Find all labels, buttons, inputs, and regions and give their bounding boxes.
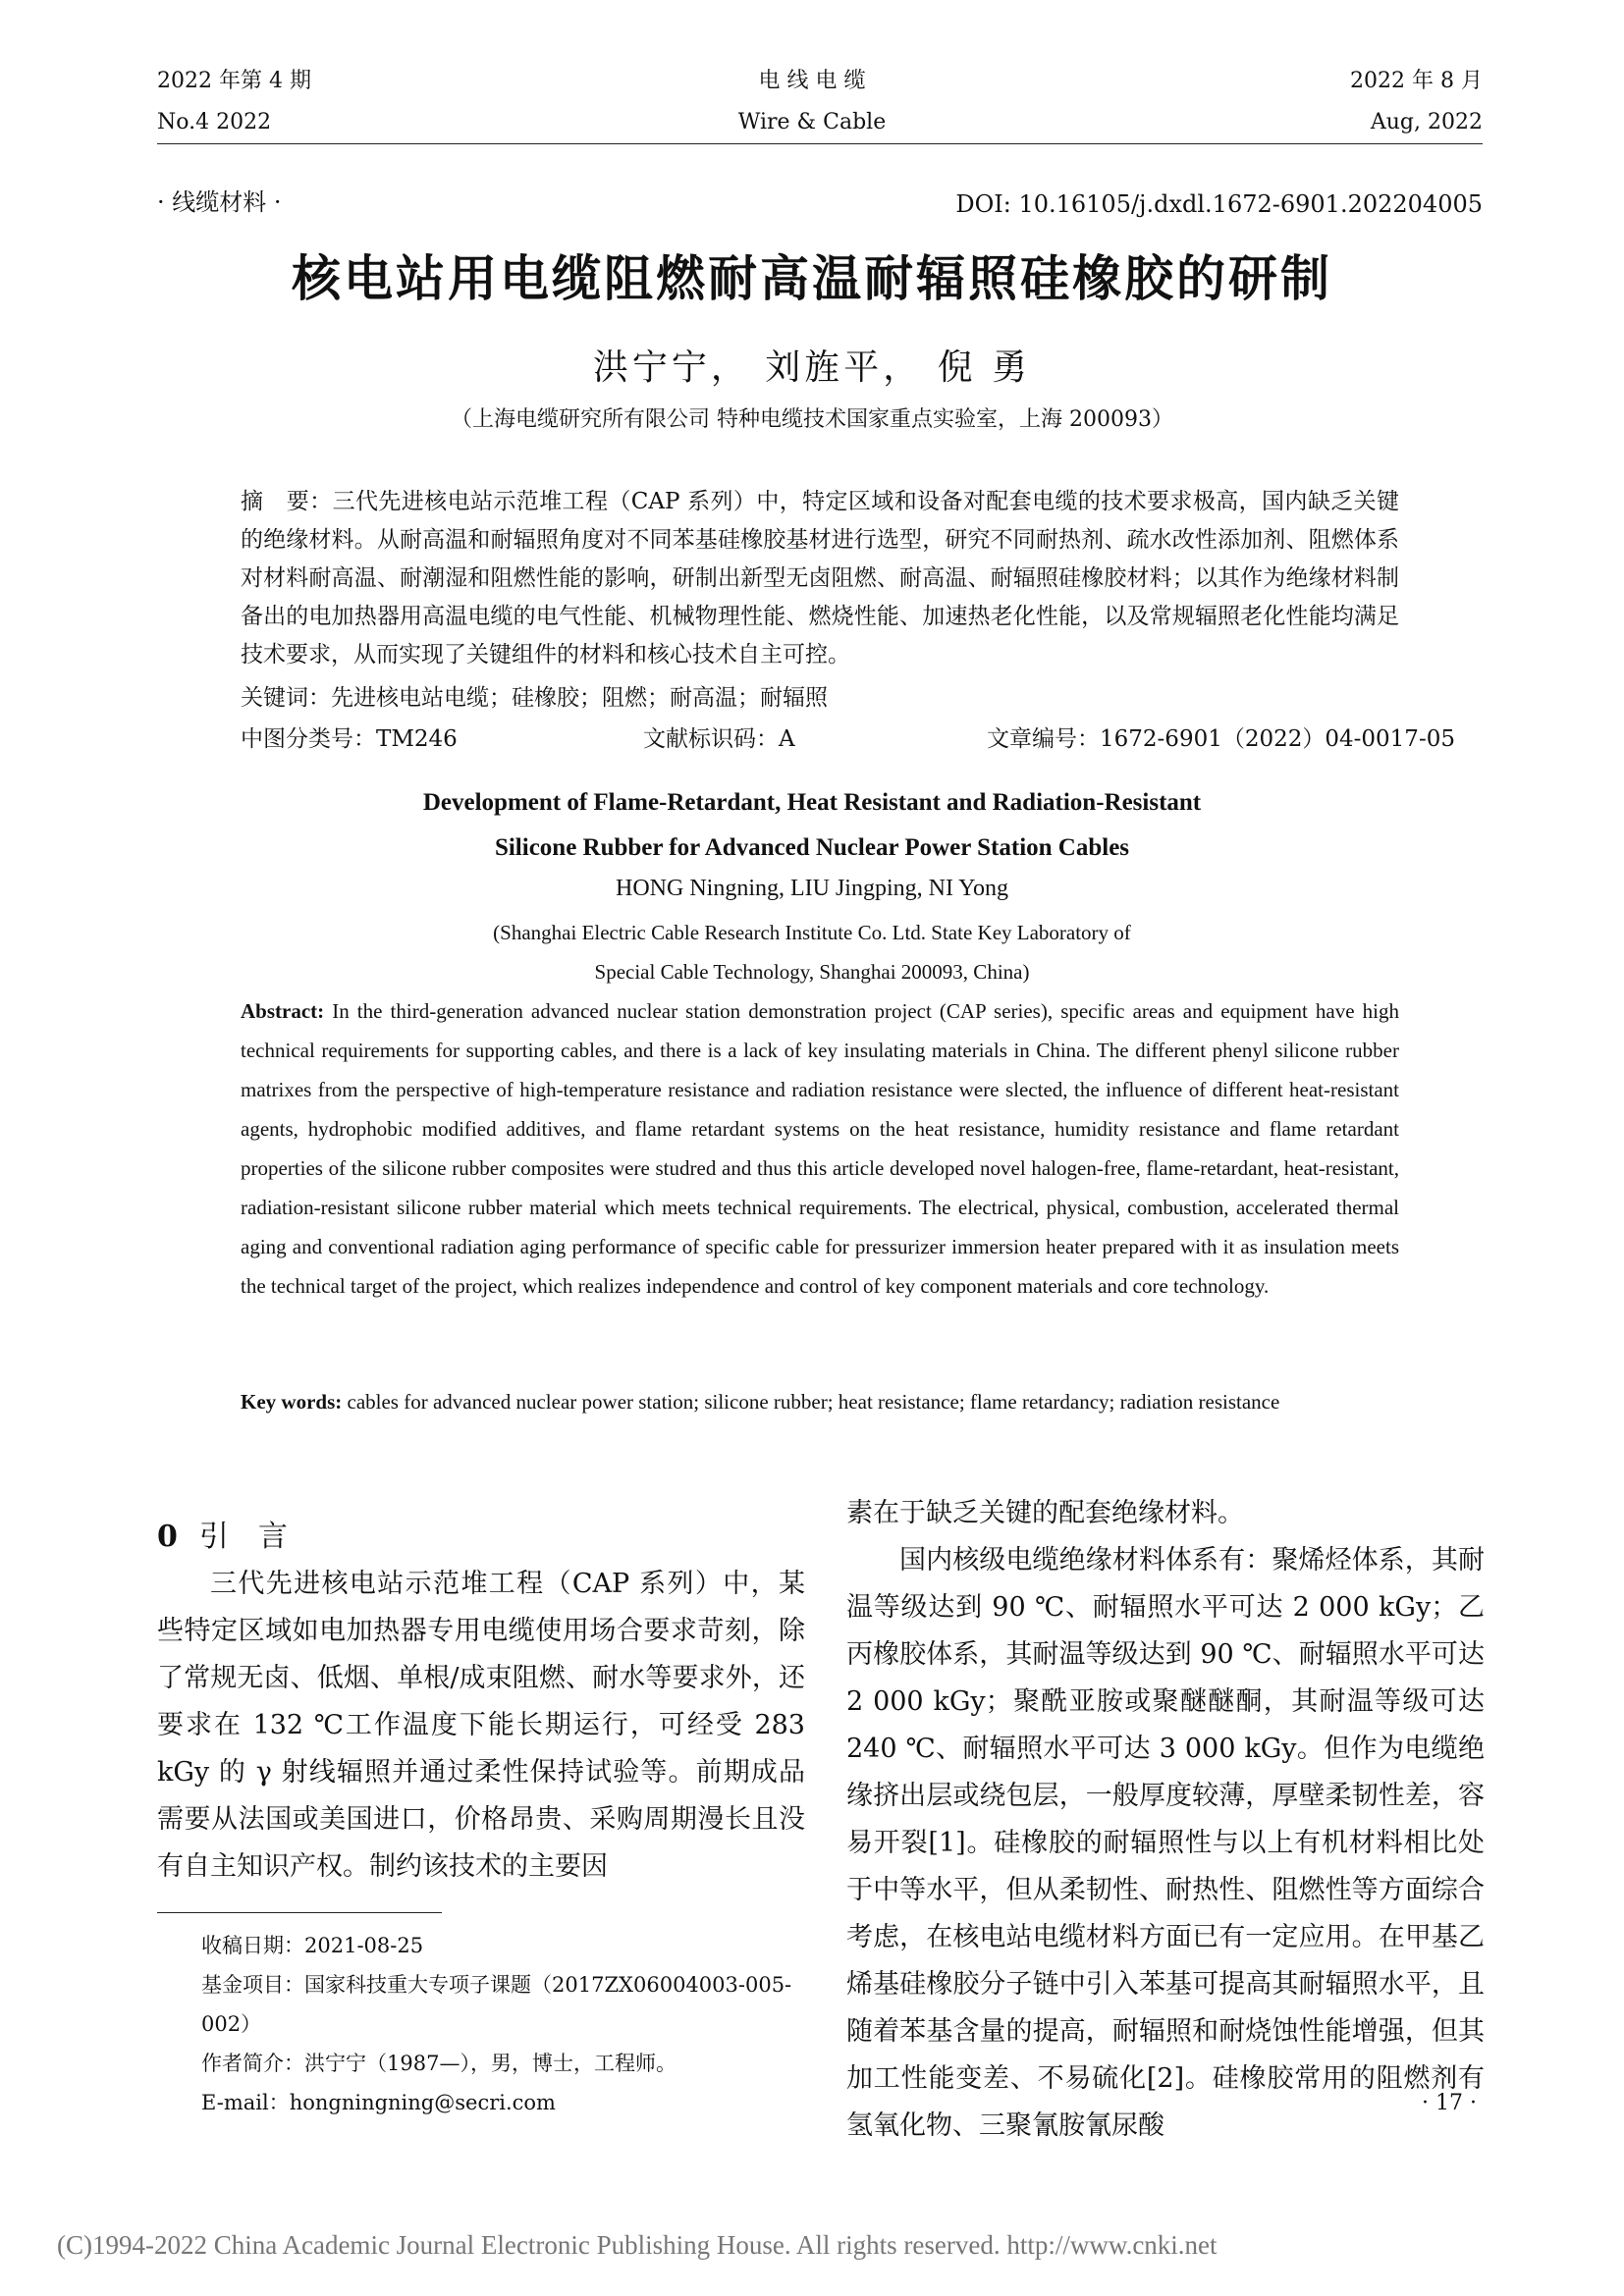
paper-title-en-line1: Development of Flame-Retardant, Heat Resistant and Radiation-Resistant (422, 789, 1202, 816)
abstract-zh-text: 三代先进核电站示范堆工程（CAP 系列）中，特定区域和设备对配套电缆的技术要求极高，国内缺乏关键的绝缘材料。从耐高温和耐辐照角度对不同苯基硅橡胶基材进行选型，研究不同耐热剂、疏水改性添加剂、阻燃体系对材料耐高温、耐潮湿和阻燃性能的影响，研制出新型无卤阻燃、耐高温、耐辐照硅橡胶材料；以其作为绝缘材料制备出的电加热器用高温电缆的电气性能、机械物理性能、燃烧性能、加速热老化性能，以及常规辐照老化性能均满足技术要求，从而实现了关键组件的材料和核心技术自主可控。 (241, 489, 1400, 667)
article-number-label: 文章编号： (987, 726, 1100, 752)
email-label: E-mail： (201, 2091, 290, 2114)
section-title: 引 言 (198, 1520, 288, 1554)
authors-zh: 洪宁宁， 刘旌平， 倪 勇 (592, 347, 1032, 388)
footnote-fund (201, 1965, 810, 2044)
intro-paragraph-1: 三代先进核电站示范堆工程（CAP 系列）中，某些特定区域如电加热器专用电缆使用场合要求苛刻，除了常规无卤、低烟、单根/成束阻燃、耐水等要求外，还要求在 132 ℃工作温度下能长期运行，可经受 283 kGy 的 γ 射线辐照并通过柔性保持试验等。前期成品需要从法国或美国进口，价格昂贵、采购周期漫长且没有自主知识产权。制约该技术的主要因 (157, 1569, 805, 1882)
abstract-en-label: Abstract: (241, 999, 325, 1023)
intro-paragraph-2: 国内核级电缆绝缘材料体系有：聚烯烃体系，其耐温等级达到 90 ℃、耐辐照水平可达 2 000 kGy；乙丙橡胶体系，其耐温等级达到 90 ℃、耐辐照水平可达 2 000 kGy；聚酰亚胺或聚醚醚酮，其耐温等级可达 240 ℃、耐辐照水平可达 3 000 kGy。但作为电缆绝缘挤出层或绕包层，一般厚度较薄，厚壁柔韧性差，容易开裂[1]。硅橡胶的耐辐照性与以上有机材料相比处于中等水平，但从柔韧性、耐热性、阻燃性等方面综合考虑，在核电站电缆材料方面已有一定应用。在甲基乙烯基硅橡胶分子链中引入苯基可提高其耐辐照水平，且随着苯基含量的提高，耐辐照和耐烧蚀性能增强，但其加工性能变差、不易硫化[2]。硅橡胶常用的阻燃剂有氢氧化物、三聚氰胺氰尿酸 (846, 1545, 1485, 2141)
section-heading (157, 1512, 288, 1555)
author-bio-value: 洪宁宁（1987—），男，博士，工程师。 (304, 2052, 677, 2075)
affiliation-zh: （上海电缆研究所有限公司 特种电缆技术国家重点实验室，上海 200093） (451, 407, 1173, 432)
header-date: 2022 年 8 月 (1350, 69, 1483, 93)
doi[interactable]: DOI: 10.16105/j.dxdl.1672-6901.202204005 (955, 190, 1483, 218)
affiliation-en-line2: Special Cable Technology, Shanghai 200093, China) (594, 960, 1030, 984)
header-journal-en: Wire & Cable (737, 110, 887, 134)
fund-label: 基金项目： (201, 1973, 304, 1997)
right-column (846, 1490, 1485, 2150)
keywords-zh-text: 先进核电站电缆；硅橡胶；阻燃；耐高温；耐辐照 (331, 685, 828, 711)
article-number (987, 721, 1455, 759)
clc-number (241, 721, 458, 759)
doc-code-label: 文献标识码： (643, 726, 779, 752)
keywords-zh (241, 679, 1399, 718)
header-issue: 2022 年第 4 期 (157, 69, 311, 93)
header-rule (157, 143, 1483, 144)
abstract-zh-label: 摘 要： (241, 489, 333, 514)
abstract-zh (241, 483, 1399, 674)
authors-en: HONG Ningning, LIU Jingping, NI Yong (615, 876, 1009, 901)
intro-paragraph-1-cont: 素在于缺乏关键的配套绝缘材料。 (846, 1498, 1244, 1528)
fund-value: 国家科技重大专项子课题（2017ZX06004003-005-002） (201, 1973, 792, 2036)
abstract-en-text: In the third-generation advanced nuclear station demonstration project (CAP series), specific areas and equipment have high technical requirements for supporting cables, and there is a lack of key insulating materials in China. The different phenyl silicone rubber matrixes from the perspective of high-temperature resistance and radiation resistance were slected, the influence of different heat-resistant agents, hydrophobic modified additives, and flame retardant systems on the heat resistance, humidity resistance and flame retardant properties of the silicone rubber composites were studred and thus this article developed novel halogen-free, flame-retardant, heat-resistant, radiation-resistant silicone rubber material which meets technical requirements. The electrical, physical, combustion, accelerated thermal aging and conventional radiation aging performance of specific cable for pressurizer immersion heater prepared with it as insulation meets the technical target of the project, which realizes independence and control of key component materials and core technology. (241, 999, 1399, 1298)
clc-label: 中图分类号： (241, 726, 376, 752)
left-column (157, 1561, 805, 1891)
doc-code-value: A (779, 726, 795, 752)
affiliation-en-line1: (Shanghai Electric Cable Research Institute Co. Ltd. State Key Laboratory of (493, 921, 1131, 944)
section-tag: · 线缆材料 · (157, 188, 282, 216)
document-code (643, 721, 795, 759)
abstract-en (241, 991, 1399, 1306)
article-number-value: 1672-6901（2022）04-0017-05 (1100, 726, 1455, 752)
paper-title-en-line2: Silicone Rubber for Advanced Nuclear Power Station Cables (494, 834, 1130, 861)
page-number: · 17 · (1422, 2091, 1477, 2115)
keywords-en (241, 1382, 1399, 1421)
header-date-en: Aug, 2022 (1370, 110, 1483, 134)
section-number: 0 (157, 1520, 178, 1554)
paper-title-zh: 核电站用电缆阻燃耐高温耐辐照硅橡胶的研制 (292, 250, 1332, 307)
email-link[interactable]: hongningning@secri.com (289, 2091, 556, 2114)
footnote-author (201, 2044, 810, 2083)
footnote-email (201, 2083, 810, 2122)
header-issue-en: No.4 2022 (157, 110, 272, 134)
footnote-rule (157, 1912, 442, 1913)
footnotes (201, 1926, 810, 2122)
keywords-en-label: Key words: (241, 1390, 343, 1414)
received-label: 收稿日期： (201, 1934, 304, 1957)
footnote-received (201, 1926, 810, 1965)
copyright-footer: (C)1994-2022 China Academic Journal Electronic Publishing House. All rights reserved. http://www.cnki.net (57, 2230, 1218, 2260)
keywords-zh-label: 关键词： (241, 685, 331, 711)
header-journal-zh: 电 线 电 缆 (758, 69, 866, 93)
clc-value: TM246 (376, 726, 458, 752)
author-bio-label: 作者简介： (201, 2052, 304, 2075)
keywords-en-text: cables for advanced nuclear power station; silicone rubber; heat resistance; flame retardancy; radiation resistance (342, 1390, 1280, 1414)
received-value: 2021-08-25 (304, 1934, 424, 1957)
